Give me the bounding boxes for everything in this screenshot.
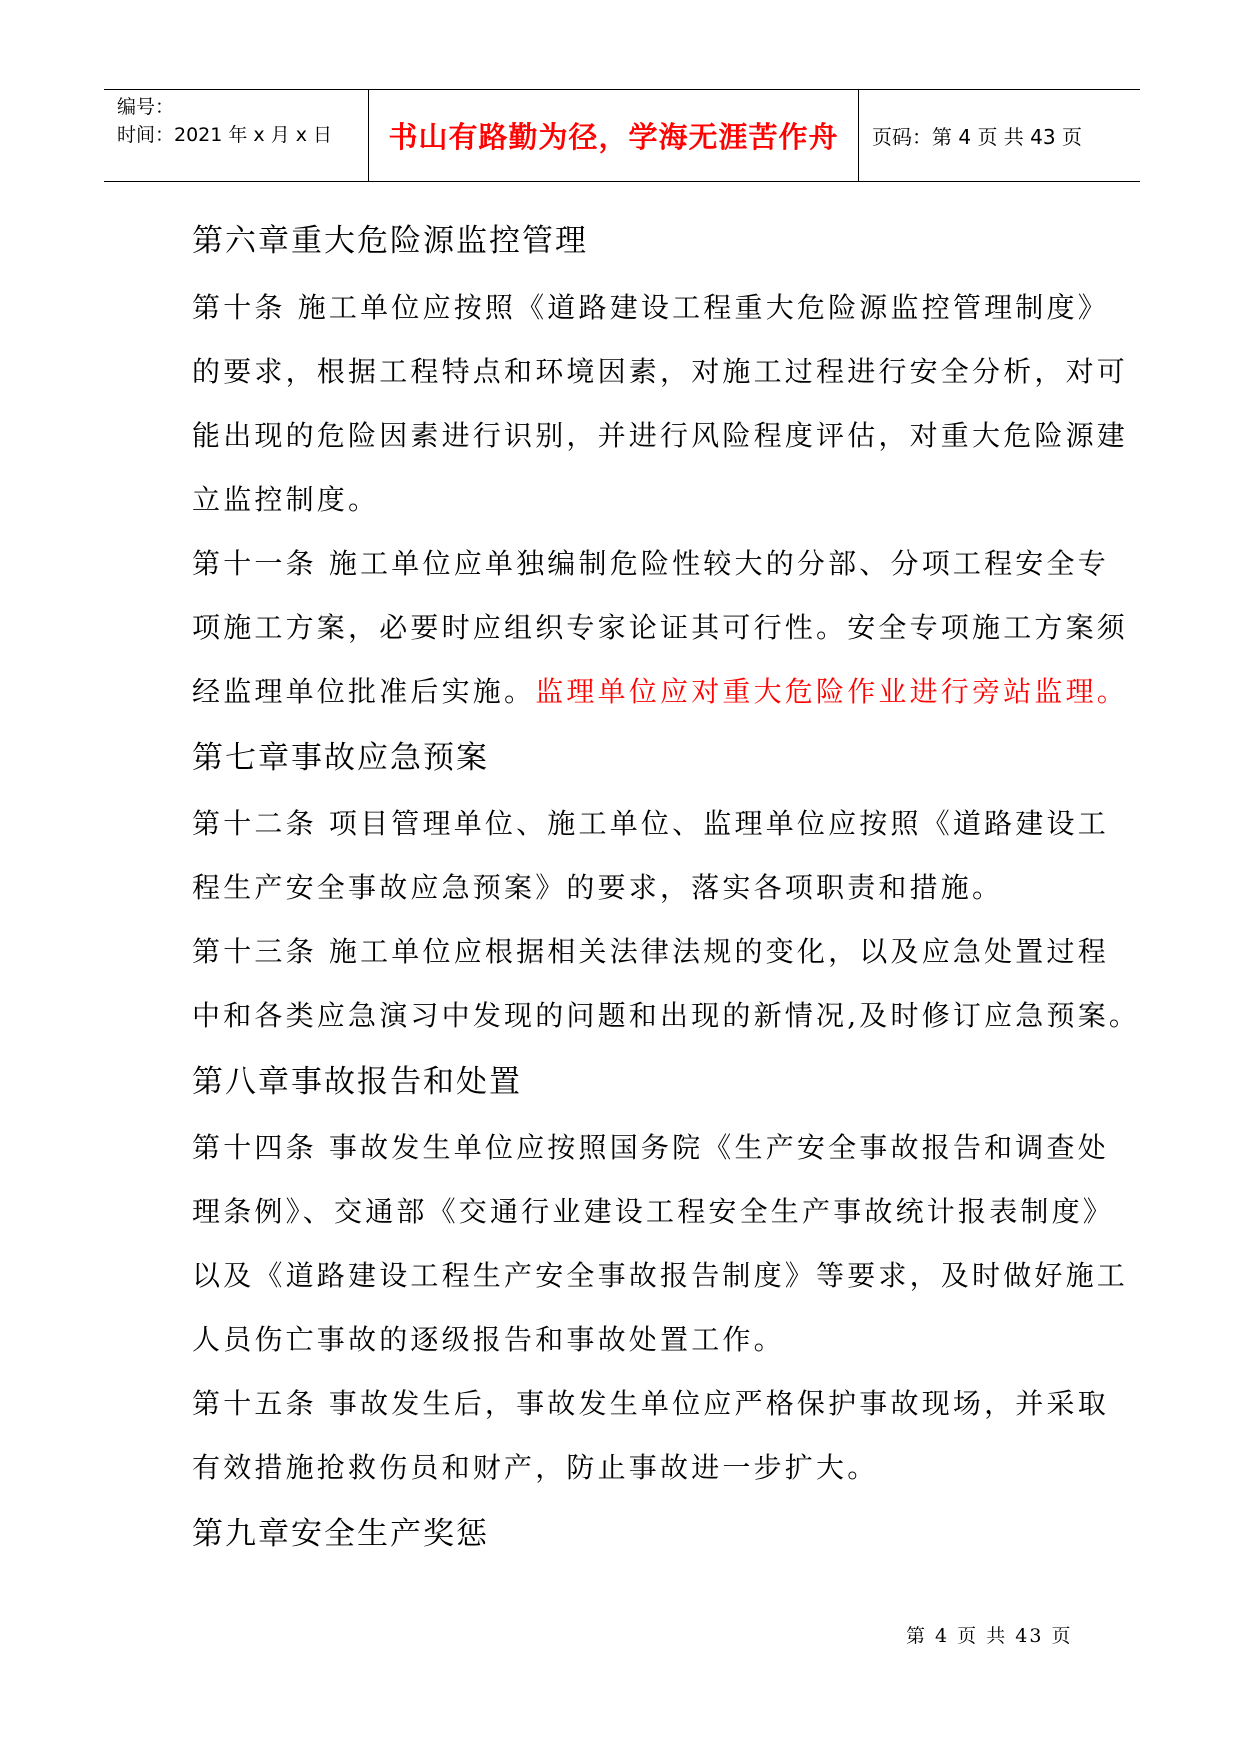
article-14-line-3: 以及《道路建设工程生产安全事故报告制度》等要求，及时做好施工 [192, 1259, 1129, 1292]
article-12-line-2: 程生产安全事故应急预案》的要求，落实各项职责和措施。 [192, 871, 1004, 904]
article-13-line-2: 中和各类应急演习中发现的问题和出现的新情况,及时修订应急预案。 [192, 999, 1141, 1032]
article-10-line-1: 第十条 施工单位应按照《道路建设工程重大危险源监控管理制度》 [192, 291, 1109, 324]
article-13-line-1: 第十三条 施工单位应根据相关法律法规的变化，以及应急处置过程 [192, 935, 1109, 968]
article-14-line-2: 理条例》、交通部《交通行业建设工程安全生产事故统计报表制度》 [192, 1195, 1115, 1228]
footer-page-number: 第 4 页 共 43 页 [906, 1625, 1073, 1647]
article-10-line-4: 立监控制度。 [192, 483, 380, 516]
article-11-line-3 [192, 674, 1128, 710]
article-11-highlight: 监理单位应对重大危险作业进行旁站监理。 [535, 675, 1129, 708]
document-time: 时间：2021 年 x 月 x 日 [117, 124, 333, 146]
chapter-9-title: 第九章安全生产奖惩 [192, 1516, 489, 1552]
chapter-8-title: 第八章事故报告和处置 [192, 1064, 522, 1100]
article-12-line-1: 第十二条 项目管理单位、施工单位、监理单位应按照《道路建设工 [192, 807, 1109, 840]
article-10-line-2: 的要求，根据工程特点和环境因素，对施工过程进行安全分析，对可 [192, 355, 1129, 388]
article-11-line-1: 第十一条 施工单位应单独编制危险性较大的分部、分项工程安全专 [192, 547, 1109, 580]
article-11-line-2: 项施工方案，必要时应组织专家论证其可行性。安全专项施工方案须 [192, 611, 1129, 644]
document-number-label: 编号： [117, 96, 175, 118]
header-motto: 书山有路勤为径，学海无涯苦作舟 [388, 120, 839, 154]
chapter-7-title: 第七章事故应急预案 [192, 740, 489, 776]
article-15-line-1: 第十五条 事故发生后，事故发生单位应严格保护事故现场，并采取 [192, 1387, 1109, 1420]
chapter-6-title: 第六章重大危险源监控管理 [192, 223, 588, 259]
article-11-line-3-text: 经监理单位批准后实施。 [192, 675, 536, 708]
header-motto-cell [369, 90, 859, 181]
article-14-line-4: 人员伤亡事故的逐级报告和事故处置工作。 [192, 1323, 785, 1356]
article-10-line-3: 能出现的危险因素进行识别，并进行风险程度评估，对重大危险源建 [192, 419, 1129, 452]
article-14-line-1: 第十四条 事故发生单位应按照国务院《生产安全事故报告和调查处 [192, 1131, 1109, 1164]
header-page-info: 页码：第 4 页 共 43 页 [872, 125, 1082, 149]
header-left-cell [104, 90, 369, 181]
document-header [104, 89, 1140, 182]
article-15-line-2: 有效措施抢救伤员和财产，防止事故进一步扩大。 [192, 1451, 879, 1484]
